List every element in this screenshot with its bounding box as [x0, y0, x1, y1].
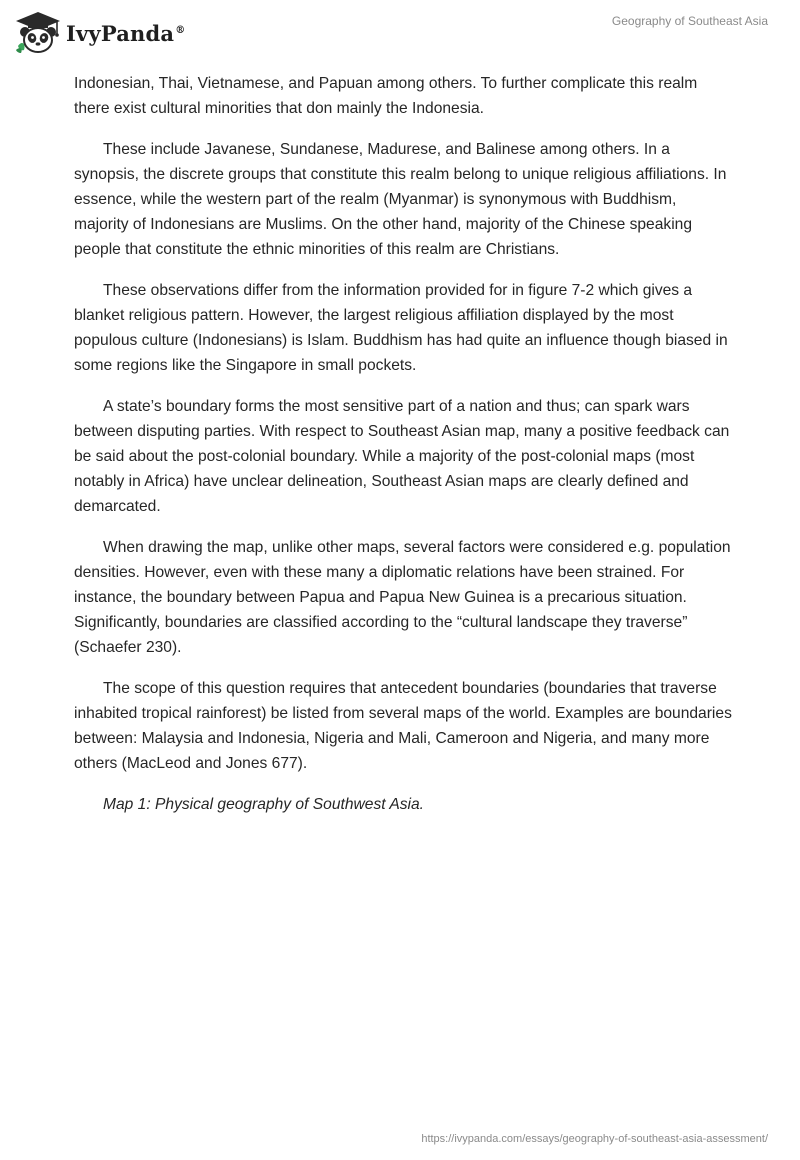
panda-graduate-icon: [14, 10, 62, 54]
paragraph: The scope of this question requires that antecedent boundaries (boundaries that traverse inhabited tropical rainforest) be listed from several maps of the world. Examples are boundaries between: Malaysia and Indonesia, Nigeria and Mali, Cameroon and Nigeria, and many more others (MacLeod and Jones 677).: [74, 680, 732, 772]
paragraph: These include Javanese, Sundanese, Madurese, and Balinese among others. In a synopsis, the discrete groups that constitute this realm belong to unique religious affiliations. In essence, while the western part of the realm (Myanmar) is synonymous with Buddhism, majority of Indonesians are Muslims. On the other hand, majority of the Chinese speaking people that constitute the ethnic minorities of this realm are Christians.: [74, 141, 727, 258]
ivypanda-logo[interactable]: [14, 8, 185, 56]
figure-caption: Map 1: Physical geography of Southwest Asia.: [103, 796, 425, 813]
paragraph: A state’s boundary forms the most sensitive part of a nation and thus; can spark wars between disputing parties. With respect to Southeast Asian map, many a positive feedback can be said about the post-colonial boundary. While a majority of the post-colonial maps (most notably in Africa) have unclear delineation, Southeast Asian maps are clearly defined and demarcated.: [74, 398, 730, 515]
source-url[interactable]: https://ivypanda.com/essays/geography-of-southeast-asia-assessment/: [421, 1133, 768, 1145]
page-header: [0, 0, 800, 70]
paragraph: Indonesian, Thai, Vietnamese, and Papuan among others. To further complicate this realm there exist cultural minorities that don mainly the Indonesia.: [74, 75, 698, 117]
paragraph: These observations differ from the information provided for in figure 7-2 which gives a blanket religious pattern. However, the largest religious affiliation displayed by the most populous culture (Indonesians) is Islam. Buddhism has had quite an influence though biased in some regions like the Singapore in small pockets.: [74, 282, 728, 374]
paragraph: When drawing the map, unlike other maps, several factors were considered e.g. population densities. However, even with these many a diplomatic relations have been strained. For instance, the boundary between Papua and Papua New Guinea is a precarious situation. Significantly, boundaries are classified according to the “cultural landscape they traverse” (Schaefer 230).: [74, 539, 731, 656]
essay-body: [74, 71, 734, 833]
document-title: Geography of Southeast Asia: [611, 14, 768, 28]
brand-name: IvyPanda®: [66, 20, 186, 46]
